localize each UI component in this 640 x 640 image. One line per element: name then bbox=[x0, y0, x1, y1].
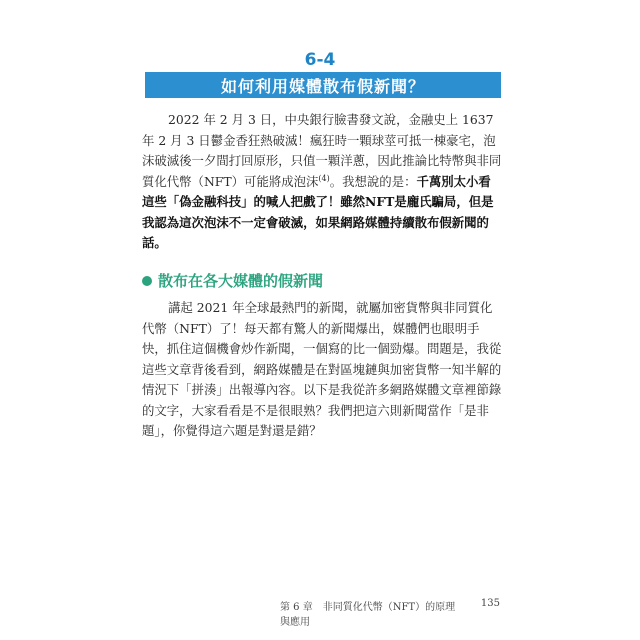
footer-chapter-title: 第 6 章 非同質化代幣（NFT）的原理與應用 bbox=[280, 602, 456, 628]
subsection-heading-text: 散布在各大媒體的假新聞 bbox=[158, 272, 324, 290]
intro-bold-text: 千萬別太小看這些「偽金融科技」的喊人把戲了！雖然NFT是龐氏騙局，但是我認為這次泡沫不一定會破滅，如果網路媒體持續散布假新聞的話。 bbox=[142, 173, 494, 250]
subsection-body-paragraph: 講起 2021 年全球最熱門的新聞，就屬加密貨幣與非同質化代幣（NFT）了！每天都有驚人的新聞爆出，媒體們也眼明手快，抓住這個機會炒作新聞，一個寫的比一個勁爆。問題是，我從這些文章背後看到，網路媒體是在對區塊鏈與加密貨幣一知半解的情況下「拼湊」出報導內容。以下是我從許多網路媒體文章裡節錄的文字，大家看看是不是很眼熟？我們把這六則新聞當作「是非題」，你覺得這六題是對還是錯？ bbox=[142, 300, 502, 438]
intro-paragraph bbox=[142, 110, 502, 254]
green-dot-bullet-icon bbox=[142, 276, 152, 286]
subsection-heading bbox=[142, 270, 323, 291]
footnote-marker: (4) bbox=[318, 173, 330, 183]
section-title-bar bbox=[145, 72, 501, 98]
page-number: 135 bbox=[480, 598, 500, 609]
page-footer bbox=[280, 598, 500, 628]
intro-mid-text: 。我想說的是： bbox=[329, 173, 417, 189]
section-number: 6-4 bbox=[304, 50, 336, 70]
intro-lead-text: 2022 年 2 月 3 日，中央銀行臉書發文說，金融史上 1637 年 2 月 3 日鬱金香狂熱破滅！瘋狂時一顆球莖可抵一棟豪宅，泡沫破滅後一夕間打回原形，只值一顆洋蔥，因此推論比特幣與非同質化代幣（NFT）可能將成泡沫 bbox=[142, 112, 502, 189]
section-title: 如何利用媒體散布假新聞？ bbox=[220, 76, 425, 96]
